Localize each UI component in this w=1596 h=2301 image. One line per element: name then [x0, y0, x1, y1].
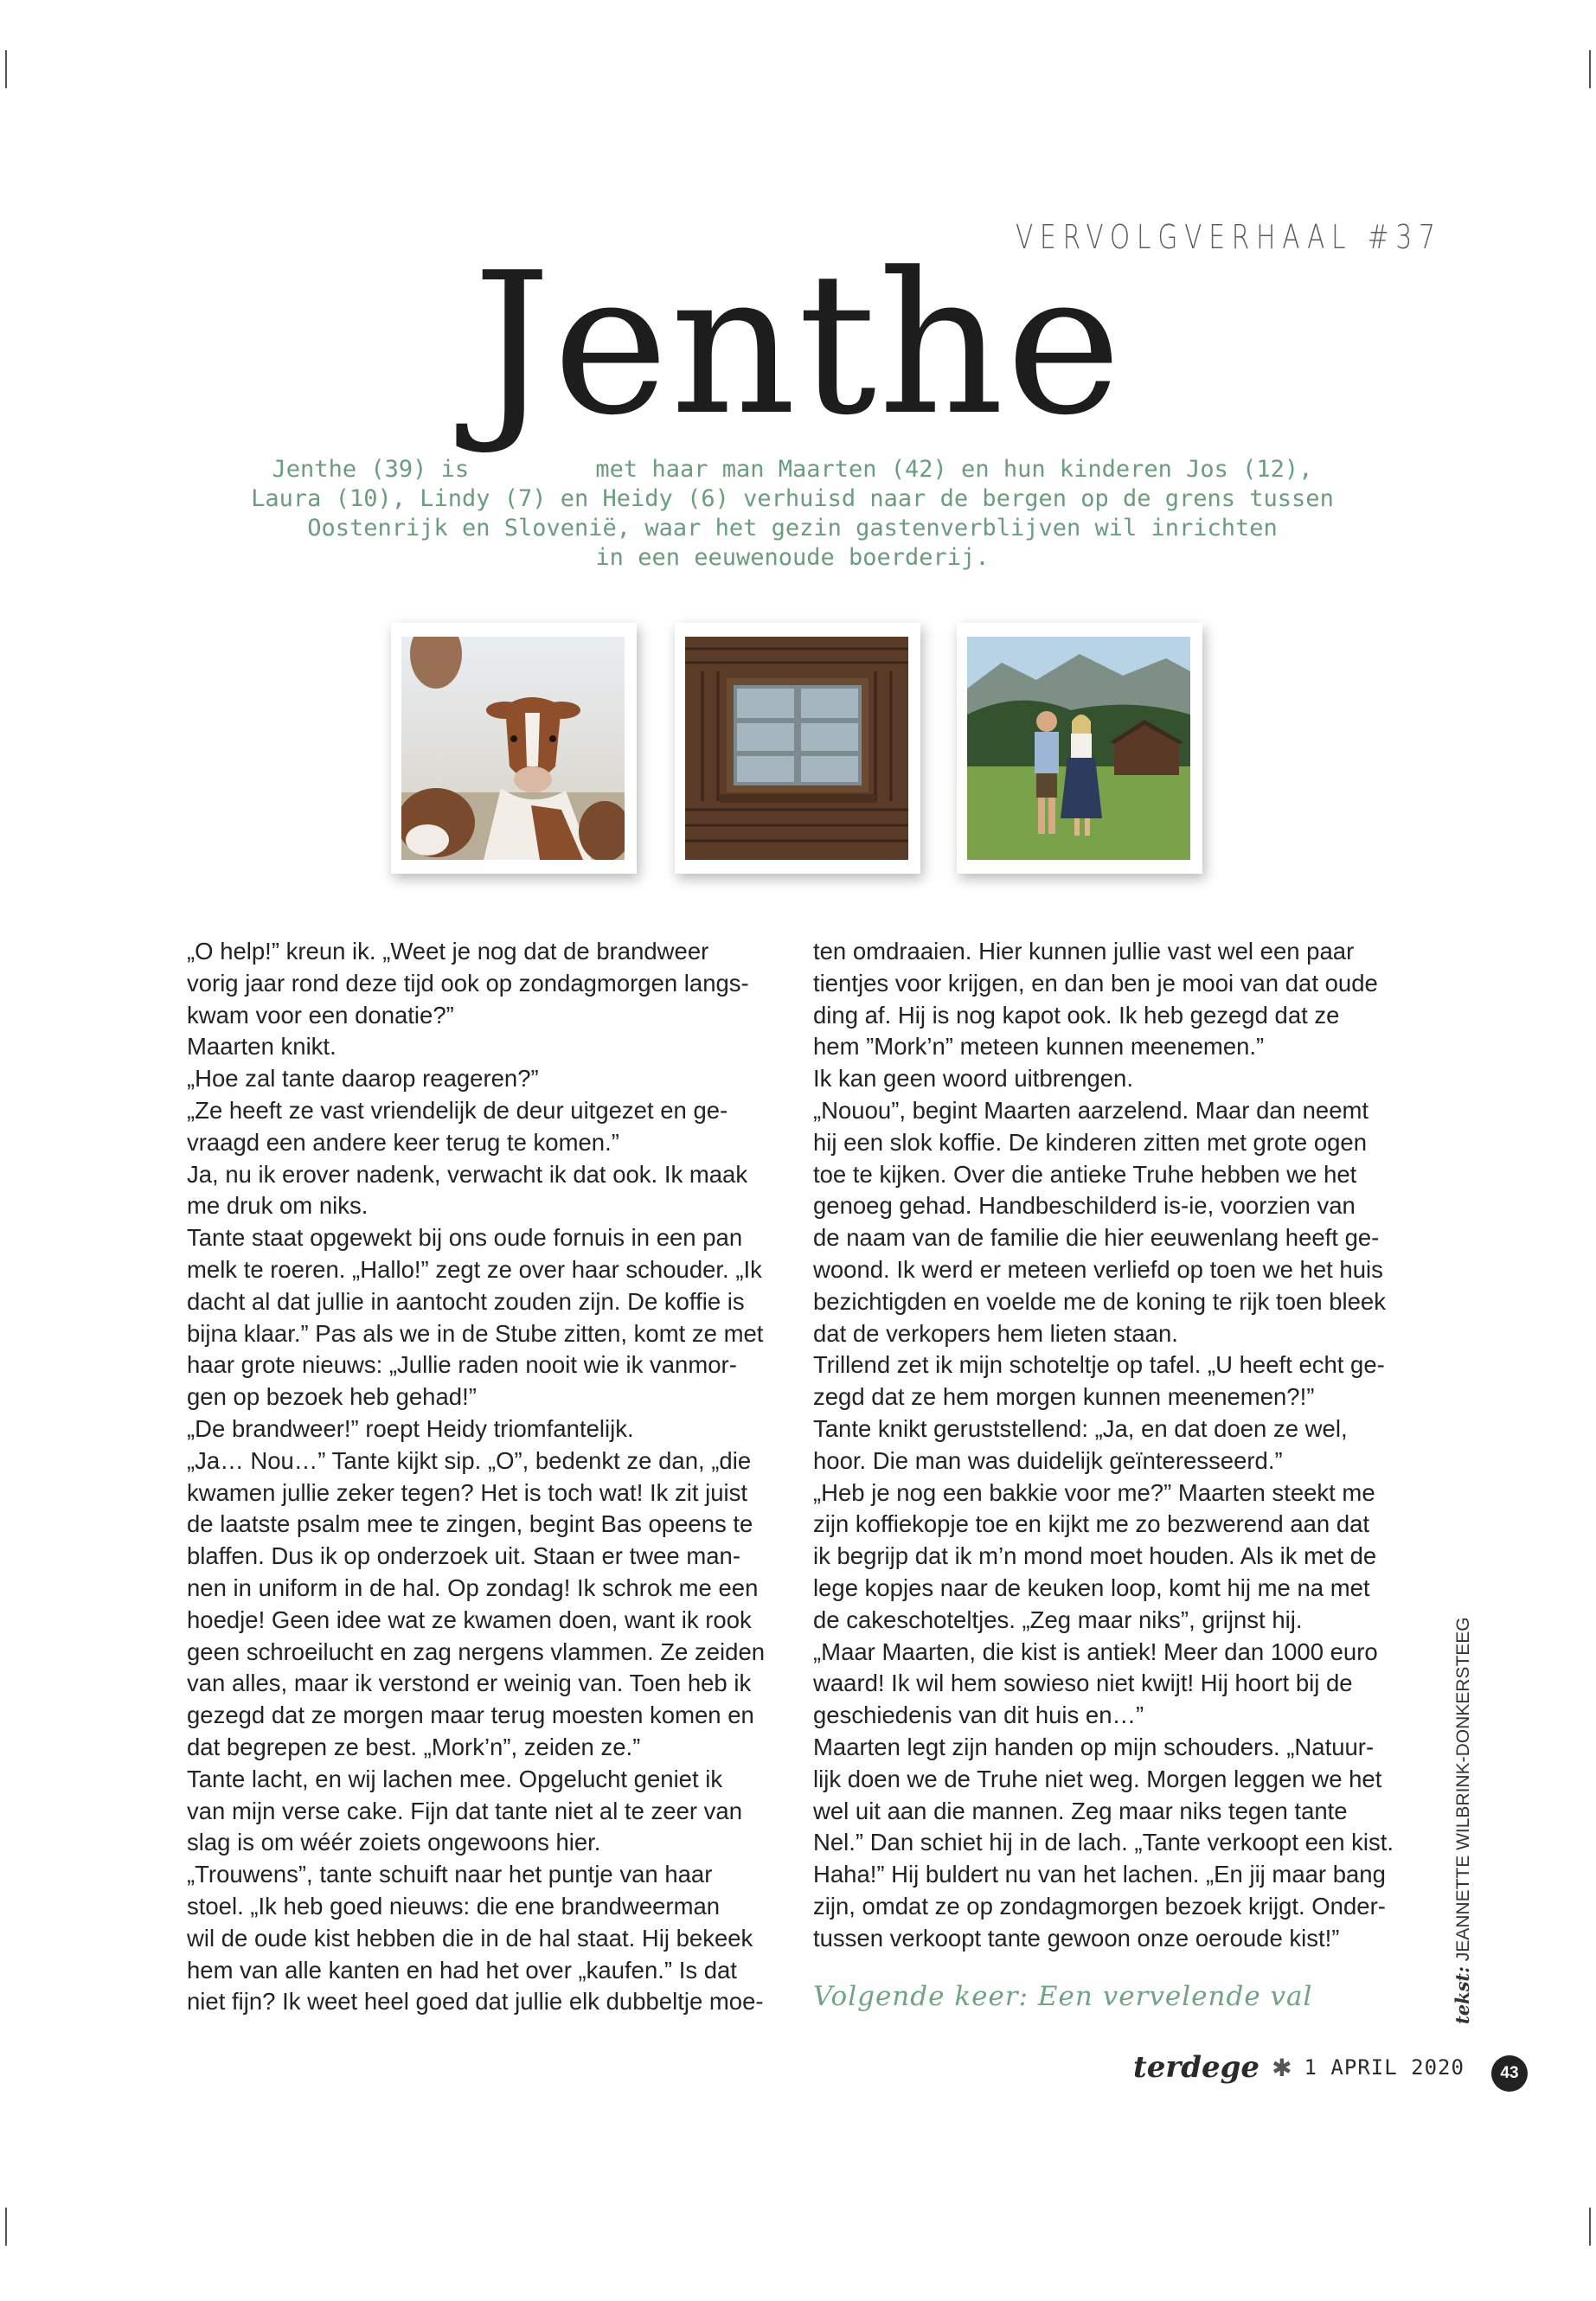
- text-line: zegd dat ze hem morgen kunnen meenemen?!”: [813, 1383, 1315, 1411]
- text-line: tientjes voor krijgen, en dan ben je mooi van dat oude: [813, 969, 1378, 997]
- intro-line: in een eeuwenoude boerderij.: [595, 544, 990, 571]
- crop-mark: [5, 50, 7, 88]
- author-credit: [1452, 1617, 1474, 2024]
- text-line: niet fijn? Ik weet heel goed dat jullie elk dubbeltje moe-: [187, 1988, 764, 2016]
- text-line: vorig jaar rond deze tijd ook op zondagmorgen langs-: [187, 969, 749, 997]
- credit-author: JEANNETTE WILBRINK-DONKERSTEEG: [1453, 1617, 1473, 1962]
- wooden-window-photo: [685, 637, 908, 860]
- intro-text: [221, 455, 1363, 573]
- text-line: gezegd dat ze morgen maar terug moesten komen en: [187, 1702, 754, 1729]
- text-line: Trillend zet ik mijn schoteltje op tafel. „U heeft echt ge-: [813, 1351, 1385, 1379]
- text-line: „Maar Maarten, die kist is antiek! Meer dan 1000 euro: [813, 1638, 1378, 1665]
- text-line: ding af. Hij is nog kapot ook. Ik heb gezegd dat ze: [813, 1001, 1340, 1029]
- text-line: me druk om niks.: [187, 1192, 369, 1220]
- text-line: nen in uniform in de hal. Op zondag! Ik schrok me een: [187, 1574, 759, 1601]
- text-line: „Nouou”, begint Maarten aarzelend. Maar dan neemt: [813, 1096, 1369, 1124]
- text-line: kwamen jullie zeker tegen? Het is toch wat! Ik zit juist: [187, 1478, 748, 1506]
- text-line: dacht al dat jullie in aantocht zouden zijn. De koffie is: [187, 1287, 745, 1315]
- text-line: Tante lacht, en wij lachen mee. Opgelucht geniet ik: [187, 1765, 723, 1792]
- credit-label: tekst:: [1452, 1966, 1473, 2024]
- couple-in-meadow-photo: [967, 637, 1190, 860]
- text-line: zijn, omdat ze op zondagmorgen bezoek krijgt. Onder-: [813, 1892, 1386, 1920]
- crop-mark: [1589, 2208, 1591, 2246]
- text-line: blaffen. Dus ik op onderzoek uit. Staan er twee man-: [187, 1542, 740, 1570]
- text-line: stoel. „Ik heb goed nieuws: die ene brandweerman: [187, 1892, 721, 1920]
- text-line: bezichtigden en voelde me de koning te rijk toen bleek: [813, 1287, 1386, 1315]
- text-line: toe te kijken. Over die antieke Truhe hebben we het: [813, 1160, 1357, 1188]
- text-line: van alles, maar ik verstond er weinig van. Toen heb ik: [187, 1670, 752, 1697]
- text-line: Haha!” Hij buldert nu van het lachen. „En jij maar bang: [813, 1861, 1386, 1888]
- text-line: Tante knikt geruststellend: „Ja, en dat doen ze wel,: [813, 1414, 1348, 1442]
- text-line: de laatste psalm mee te zingen, begint Bas opeens te: [187, 1510, 753, 1538]
- page-title: Jenthe: [472, 231, 1124, 458]
- text-line: „De brandweer!” roept Heidy triomfantelijk.: [187, 1414, 634, 1442]
- text-line: wel uit aan die mannen. Zeg maar niks tegen tante: [813, 1797, 1348, 1824]
- text-line: ten omdraaien. Hier kunnen jullie vast wel een paar: [813, 938, 1355, 965]
- text-line: van mijn verse cake. Fijn dat tante niet al te zeer van: [187, 1797, 742, 1824]
- text-line: haar grote nieuws: „Jullie raden nooit wie ik vanmor-: [187, 1351, 737, 1379]
- text-line: melk te roeren. „Hallo!” zegt ze over haar schouder. „Ik: [187, 1255, 762, 1283]
- text-line: hem ”Mork’n” meteen kunnen meenemen.”: [813, 1033, 1265, 1061]
- intro-line: Oostenrijk en Slovenië, waar het gezin gastenverblijven wil inrichten: [307, 515, 1278, 542]
- text-line: dat de verkopers hem lieten staan.: [813, 1319, 1178, 1347]
- text-line: geschiedenis van dit huis en…”: [813, 1702, 1144, 1729]
- text-line: ik begrijp dat ik m’n mond moet houden. Als ik met de: [813, 1542, 1377, 1570]
- text-line: hoedje! Geen idee wat ze kwamen doen, want ik rook: [187, 1606, 752, 1633]
- text-line: bijna klaar.” Pas als we in de Stube zitten, komt ze met: [187, 1319, 764, 1347]
- text-line: vraagd een andere keer terug te komen.”: [187, 1128, 619, 1156]
- text-line: „Heb je nog een bakkie voor me?” Maarten steekt me: [813, 1478, 1375, 1506]
- text-line: genoeg gehad. Handbeschilderd is-ie, voorzien van: [813, 1192, 1356, 1220]
- text-line: „Trouwens”, tante schuift naar het puntje van haar: [187, 1861, 713, 1888]
- text-line: „Hoe zal tante daarop reageren?”: [187, 1065, 539, 1093]
- text-line: lijk doen we de Truhe niet weg. Morgen leggen we het: [813, 1765, 1382, 1792]
- text-line: „Ze heeft ze vast vriendelijk de deur uitgezet en ge-: [187, 1096, 728, 1124]
- photo-frame: [391, 623, 637, 874]
- text-line: waard! Ik wil hem sowieso niet kwijt! Hij hoort bij de: [813, 1670, 1353, 1697]
- text-line: kwam voor een donatie?”: [187, 1001, 454, 1029]
- crop-mark: [1589, 50, 1591, 88]
- series-label: VERVOLGVERHAAL #37: [1016, 218, 1442, 256]
- asterisk-separator-icon: ✱: [1272, 2054, 1292, 2081]
- text-line: woond. Ik werd er meteen verliefd op toen we het huis: [813, 1255, 1383, 1283]
- text-line: lege kopjes naar de keuken loop, komt hij me na met: [813, 1574, 1370, 1601]
- text-line: Maarten legt zijn handen op mijn schouders. „Natuur-: [813, 1733, 1375, 1760]
- text-line: „Ja… Nou…” Tante kijkt sip. „O”, bedenkt ze dan, „die: [187, 1446, 752, 1474]
- text-line: tussen verkoopt tante gewoon onze oeroude kist!”: [813, 1924, 1340, 1952]
- text-line: Maarten knikt.: [187, 1033, 337, 1061]
- text-line: „O help!” kreun ik. „Weet je nog dat de brandweer: [187, 938, 709, 965]
- text-line: wil de oude kist hebben die in de hal staat. Hij bekeek: [187, 1924, 753, 1952]
- intro-line: Jenthe (39) is met haar man Maarten (42) en hun kinderen Jos (12),: [272, 456, 1313, 483]
- cow-photo: [401, 637, 625, 860]
- text-line: Ja, nu ik erover nadenk, verwacht ik dat ook. Ik maak: [187, 1160, 748, 1188]
- text-line: Nel.” Dan schiet hij in de lach. „Tante verkoopt een kist.: [813, 1829, 1394, 1856]
- text-line: dat begrepen ze best. „Mork’n”, zeiden ze.”: [187, 1733, 641, 1760]
- text-line: geen schroeilucht en zag nergens vlammen. Ze zeiden: [187, 1638, 766, 1665]
- text-line: de cakeschoteltjes. „Zeg maar niks”, grijnst hij.: [813, 1606, 1303, 1633]
- text-line: de naam van de familie die hier eeuwenlang heeft ge-: [813, 1224, 1380, 1252]
- text-line: hem van alle kanten en had het over „kaufen.” Is dat: [187, 1956, 737, 1984]
- text-line: Tante staat opgewekt bij ons oude fornuis in een pan: [187, 1224, 743, 1252]
- photo-frame: [957, 623, 1202, 874]
- text-line: Ik kan geen woord uitbrengen.: [813, 1065, 1133, 1093]
- page-footer: [1133, 2050, 1465, 2085]
- text-line: hij een slok koffie. De kinderen zitten met grote ogen: [813, 1128, 1368, 1156]
- page-number: 43: [1491, 2055, 1528, 2092]
- text-line: slag is om wéér zoiets ongewoons hier.: [187, 1829, 601, 1856]
- photo-frame: [675, 623, 920, 874]
- crop-mark: [5, 2208, 7, 2246]
- article-column-1: [187, 936, 775, 2018]
- magazine-brand: terdege: [1133, 2050, 1260, 2085]
- issue-date: 1 APRIL 2020: [1304, 2055, 1465, 2080]
- article-column-2: [813, 936, 1401, 1955]
- text-line: gen op bezoek heb gehad!”: [187, 1383, 477, 1411]
- text-line: hoor. Die man was duidelijk geïnteresseerd.”: [813, 1446, 1283, 1474]
- next-episode-teaser: Volgende keer: Een vervelende val: [813, 1981, 1313, 2012]
- intro-line: Laura (10), Lindy (7) en Heidy (6) verhuisd naar de bergen op de grens tussen: [251, 485, 1334, 512]
- text-line: zijn koffiekopje toe en kijkt me zo bezwerend aan dat: [813, 1510, 1370, 1538]
